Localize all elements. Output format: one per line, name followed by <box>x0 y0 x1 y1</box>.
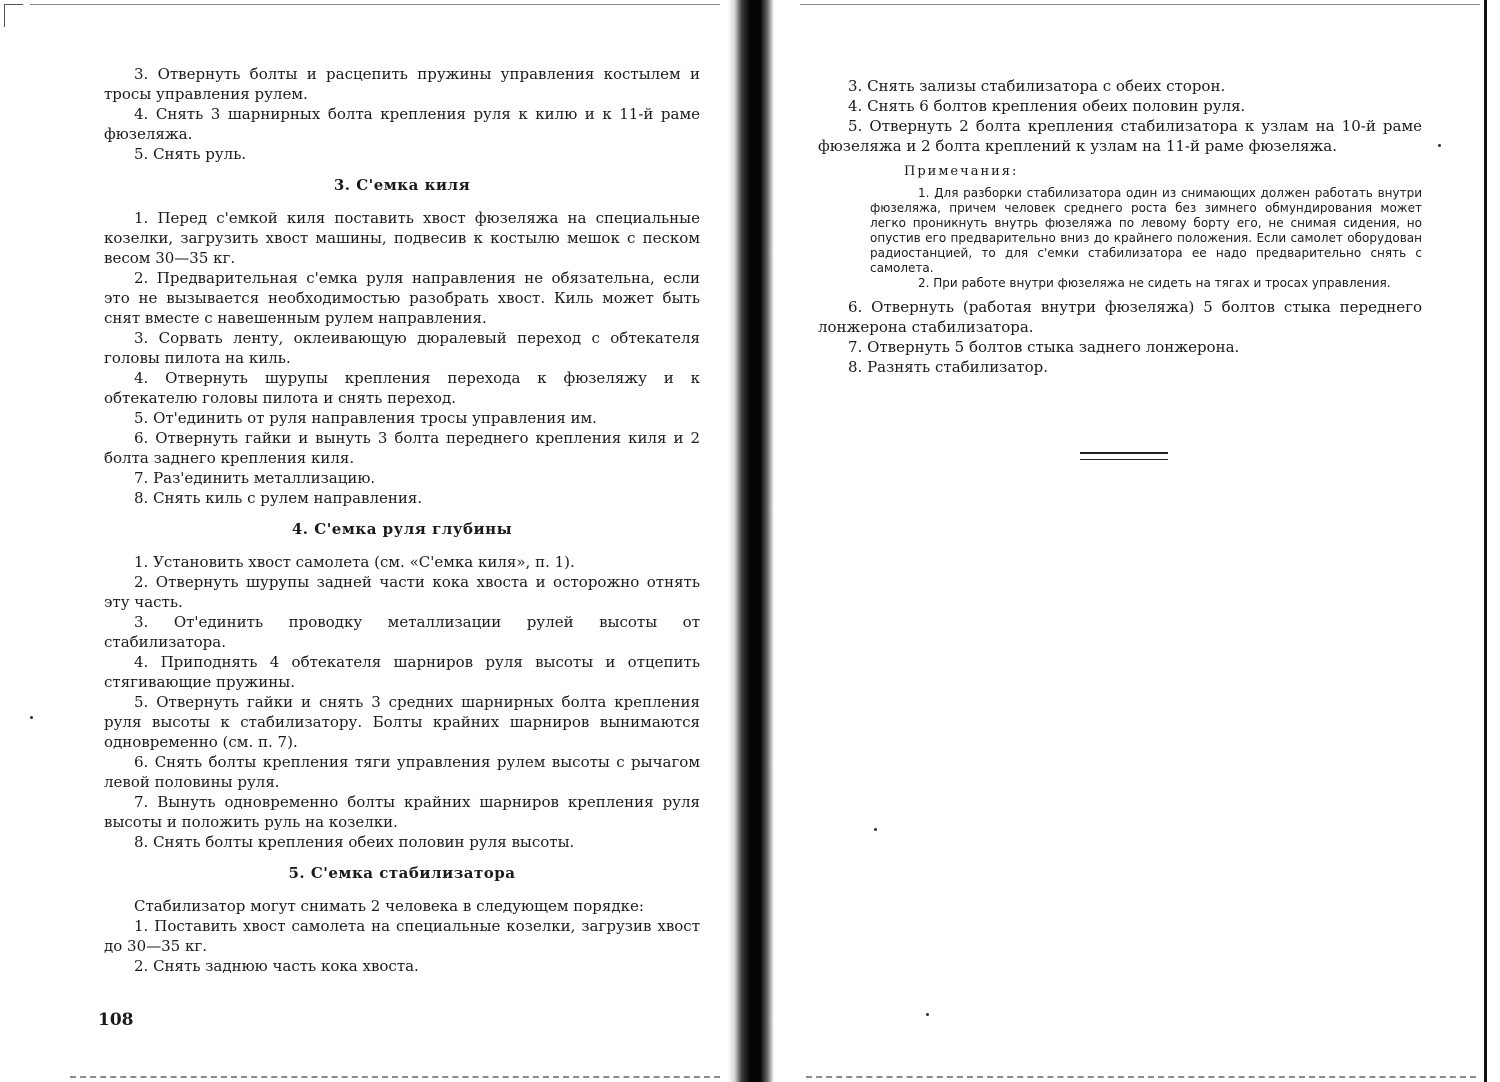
scan-speck <box>926 1013 929 1016</box>
paragraph: 6. Отвернуть гайки и вынуть 3 болта переднего крепления киля и 2 болта заднего крепления киля. <box>104 429 700 467</box>
right-page <box>760 0 1500 1082</box>
scan-speck <box>1438 144 1441 147</box>
notes <box>818 186 1422 291</box>
paragraph: 3. Отвернуть болты и расцепить пружины управления костылем и тросы управления рулем. <box>104 65 700 103</box>
scan-right-edge <box>1484 0 1487 1082</box>
note-paragraph: 2. При работе внутри фюзеляжа не сидеть на тягах и тросах управления. <box>918 276 1391 290</box>
paragraph: 1. Перед с'емкой киля поставить хвост фюзеляжа на специальные козелки, загрузить хвост машины, подвесив к костылю мешок с песком весом 30—35 кг. <box>104 209 700 267</box>
scan-speck <box>874 828 877 831</box>
paragraph: 7. Вынуть одновременно болты крайних шарниров крепления руля высоты и положить руль на козелки. <box>104 793 700 831</box>
paragraph: 3. От'единить проводку металлизации рулей высоты от стабилизатора. <box>104 613 700 651</box>
paragraph: 8. Снять киль с рулем направления. <box>134 489 423 507</box>
paragraph: 4. Приподнять 4 обтекателя шарниров руля высоты и отцепить стягивающие пружины. <box>104 653 700 691</box>
scan-top-edge <box>30 4 720 5</box>
paragraph: 2. Отвернуть шурупы задней части кока хвоста и осторожно отнять эту часть. <box>104 573 700 611</box>
end-of-section-rule <box>1080 459 1168 460</box>
right-page-text <box>818 76 1422 377</box>
paragraph: 3. Снять зализы стабилизатора с обеих сторон. <box>848 77 1226 95</box>
paragraph: 4. Отвернуть шурупы крепления перехода к фюзеляжу и к обтекателю головы пилота и снять переход. <box>104 369 700 407</box>
paragraph: 1. Установить хвост самолета (см. «С'емка киля», п. 1). <box>134 553 575 571</box>
paragraph: 4. Снять 6 болтов крепления обеих половин руля. <box>848 97 1246 115</box>
section-heading: 4. С'емка руля глубины <box>291 520 513 538</box>
note-paragraph: 1. Для разборки стабилизатора один из снимающих должен работать внутри фюзеляжа, причем человек среднего роста без зимнего обмундирования может легко проникнуть внутрь фюзеляжа по левому борту его, не снимая сидения, но опустив его предварительно вниз до крайнего положения. Если самолет оборудован радиостанцией, то для с'емки стабилизатора ее надо предварительно снять с самолета. <box>870 186 1422 275</box>
paragraph: 8. Разнять стабилизатор. <box>848 358 1049 376</box>
scan-top-edge <box>800 4 1480 5</box>
paragraph: 1. Поставить хвост самолета на специальные козелки, загрузив хвост до 30—35 кг. <box>104 917 700 955</box>
scan-corner-mark <box>4 4 23 27</box>
scan-bottom-edge <box>70 1076 720 1078</box>
paragraph: 6. Отвернуть (работая внутри фюзеляжа) 5 болтов стыка переднего лонжерона стабилизатора. <box>818 298 1422 336</box>
paragraph: 4. Снять 3 шарнирных болта крепления руля к килю и к 11-й раме фюзеляжа. <box>104 105 700 143</box>
paragraph: 8. Снять болты крепления обеих половин руля высоты. <box>134 833 575 851</box>
paragraph: 7. Отвернуть 5 болтов стыка заднего лонжерона. <box>848 338 1240 356</box>
paragraph: Стабилизатор могут снимать 2 человека в следующем порядке: <box>134 897 644 915</box>
scan-speck <box>30 716 33 719</box>
section-heading: 5. С'емка стабилизатора <box>288 864 516 882</box>
paragraph: 5. От'единить от руля направления тросы управления им. <box>134 409 597 427</box>
page-number: 108 <box>98 1010 134 1030</box>
left-page-text <box>104 64 700 976</box>
paragraph: 5. Снять руль. <box>134 145 247 163</box>
paragraph: 2. Предварительная с'емка руля направления не обязательна, если это не вызывается необходимостью разобрать хвост. Киль может быть снят вместе с навешенным рулем направления. <box>104 269 700 327</box>
paragraph: 2. Снять заднюю часть кока хвоста. <box>134 957 419 975</box>
paragraph: 5. Отвернуть 2 болта крепления стабилизатора к узлам на 10-й раме фюзеляжа и 2 болта креплений к узлам на 11-й раме фюзеляжа. <box>818 117 1422 155</box>
paragraph: 3. Сорвать ленту, оклеивающую дюралевый переход с обтекателя головы пилота на киль. <box>104 329 700 367</box>
section-heading: 3. С'емка киля <box>333 176 471 194</box>
paragraph: 5. Отвернуть гайки и снять 3 средних шарнирных болта крепления руля высоты к стабилизатору. Болты крайних шарниров вынимаются одновременно (см. п. 7). <box>104 693 700 751</box>
scan-bottom-edge <box>806 1076 1476 1078</box>
paragraph: 7. Раз'единить металлизацию. <box>134 469 376 487</box>
end-of-section-rule <box>1080 452 1168 454</box>
notes-title: Примечания: <box>904 164 1019 179</box>
paragraph: 6. Снять болты крепления тяги управления рулем высоты с рычагом левой половины руля. <box>104 753 700 791</box>
